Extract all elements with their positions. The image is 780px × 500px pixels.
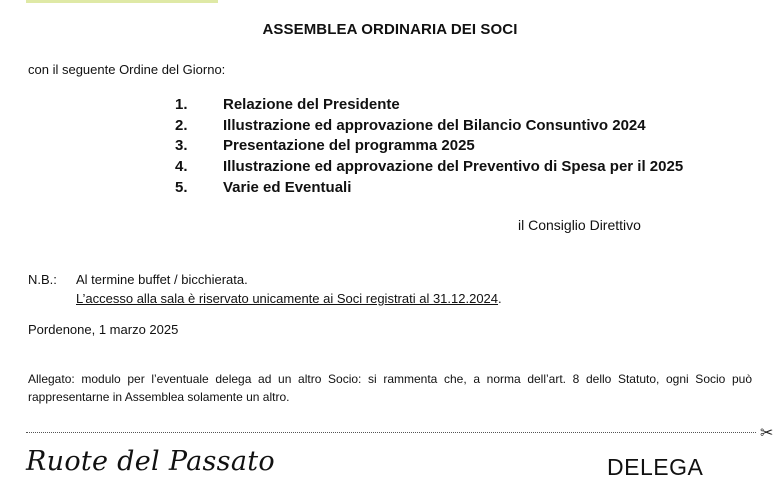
- agenda-number: 1.: [175, 96, 188, 113]
- agenda-text: Presentazione del programma 2025: [223, 137, 475, 154]
- attachment-note: Allegato: modulo per l’eventuale delega ad un altro Socio: si rammenta che, a norma dell’art. 8 dello Statuto, ogni Socio può rappresentarne in Assemblea solamente un altro.: [28, 372, 752, 404]
- agenda-text: Varie ed Eventuali: [223, 179, 352, 196]
- top-accent-strip: [26, 0, 218, 3]
- agenda-text: Illustrazione ed approvazione del Bilancio Consuntivo 2024: [223, 117, 646, 134]
- agenda-intro: con il seguente Ordine del Giorno:: [28, 62, 226, 77]
- nb-label: N.B.:: [28, 272, 57, 287]
- agenda-number: 5.: [175, 179, 188, 196]
- document-title: ASSEMBLEA ORDINARIA DEI SOCI: [262, 21, 518, 38]
- agenda-item: [175, 96, 400, 113]
- agenda-number: 2.: [175, 117, 188, 134]
- agenda-item: [175, 117, 646, 134]
- signature: il Consiglio Direttivo: [518, 217, 641, 233]
- nb-line-2-suffix: .: [498, 291, 502, 306]
- nb-line-2: [76, 291, 502, 306]
- cut-line: [26, 432, 756, 433]
- agenda-number: 4.: [175, 158, 188, 175]
- nb-line-1: Al termine buffet / bicchierata.: [76, 272, 248, 287]
- agenda-item: [175, 179, 351, 196]
- place-date: Pordenone, 1 marzo 2025: [28, 322, 179, 337]
- agenda-text: Illustrazione ed approvazione del Preventivo di Spesa per il 2025: [223, 158, 684, 175]
- scissors-icon: ✂: [760, 425, 774, 442]
- nb-line-2-text: L’accesso alla sala è riservato unicamente ai Soci registrati al 31.12.2024: [76, 291, 499, 306]
- club-logo: Ruote del Passato: [26, 446, 275, 477]
- agenda-item: [175, 158, 683, 175]
- agenda-number: 3.: [175, 137, 188, 154]
- delega-title: DELEGA: [607, 454, 704, 480]
- agenda-text: Relazione del Presidente: [223, 96, 400, 113]
- agenda-item: [175, 137, 475, 154]
